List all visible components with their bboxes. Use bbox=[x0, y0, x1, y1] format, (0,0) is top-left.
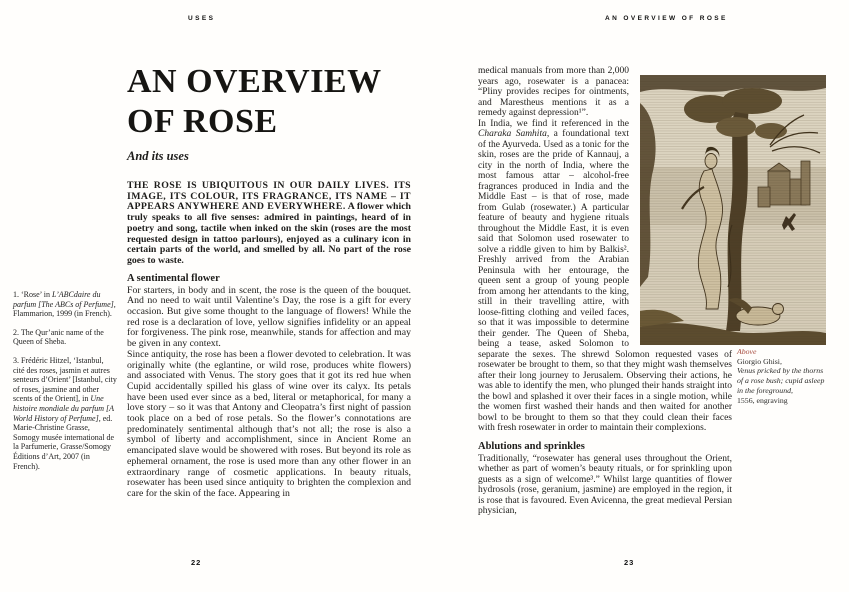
section-heading-ablutions: Ablutions and sprinkles bbox=[478, 440, 585, 452]
page-number-left: 22 bbox=[191, 558, 202, 567]
footnote-3-text-end: , ed. Marie-Christine Grasse, Somogy musée international de la Parfumerie, Grasse/Somogy Éditions d’Art, 2007 (in French). bbox=[13, 413, 115, 471]
chapter-title-line1: AN OVERVIEW bbox=[127, 63, 382, 100]
intro-smallcaps: THE ROSE IS UBIQUITOUS IN OUR DAILY LIVES. ITS IMAGE, ITS COLOUR, ITS FRAGRANCE, ITS NAME – IT APPEARS ANYWHERE AND EVERYWHERE. bbox=[127, 180, 411, 213]
footnote-3-italic: Une histoire mondiale du parfum [A World History of Perfume] bbox=[13, 394, 114, 423]
chapter-title-line2: OF ROSE bbox=[127, 103, 278, 140]
engraving-illustration bbox=[640, 75, 826, 345]
footnote-2: 2. The Qur’anic name of the Queen of Sheba. bbox=[13, 327, 104, 347]
right-paragraph-2-text-end: , a foundational text of the Ayurveda. Used as a tonic for the skin, roses are the pride of Kannauj, a city in the north of India, where the most famous attar – alcohol-free fragrances produced in India and the Middle East – is that of rose, made from Gulab (rosewater.) A particular feature of beauty and hygiene rituals throughout the Middle East, it is even said that Solomon used rosewater to solve a riddle given to him by Balkis². Freshly arrived from the Arabian Peninsula with her entourage, the queen sent a group of young people from among her attendants to the king, still in their travelling attire, with loose-fitting clothing and veiled faces, so that it was impossible to determine their gender. The Queen of Sheba, being a tease, asked Solomon to separate the sexes. The shrewd Solomon requested vases of rosewater be brought to them, so that they might wash themselves after their long journey to Jerusalem. Observing their actions, he was able to identify the men, who plunged their hands straight into the bowl and splashed it over their faces in a single motion, while the women first washed their hands and then waited for another bowl to be brought to them so that they could clean their faces with fresh rosewater in order to maintain their complexions. bbox=[478, 129, 732, 433]
right-paragraph-3: Traditionally, “rosewater has general uses throughout the Orient, whether as part of women’s beauty rituals, or for sprinkling upon guests as a sign of welcome³.” Whilst large quantities of flower hydrosols (rose, geranium, jasmine) are employed in the region, it is rose that is favoured. Even Avicenna, the great medieval Persian physician, bbox=[478, 453, 732, 516]
chapter-title bbox=[127, 62, 411, 142]
intro-paragraph bbox=[127, 181, 411, 267]
left-running-head: USES bbox=[188, 15, 216, 22]
left-paragraph-1: For starters, in body and in scent, the rose is the queen of the bouquet. And no need to wait until Valentine’s Day, the rose is a gift for every occasion. But give some thought to the language of flowers! While the red rose is a declaration of love, yellow signifies infidelity or an appeal for forgiveness. The pink rose, meanwhile, stands for affection and may be given in any context. bbox=[127, 284, 411, 350]
footnote-3 bbox=[13, 356, 117, 471]
footnote-1-italic: L’ABCdaire du parfum [The ABCs of Perfume] bbox=[13, 290, 114, 309]
right-paragraph-2-text: In India, we find it referenced in the bbox=[478, 118, 629, 129]
chapter-subtitle: And its uses bbox=[127, 149, 189, 163]
caption-work-title: Venus pricked by the thorns of a rose bush; cupid asleep in the foreground, bbox=[737, 366, 825, 395]
margin-footnotes bbox=[13, 290, 117, 480]
right-paragraph-1: medical manuals from more than 2,000 years ago, rosewater is a panacea: “Pliny provides recipes for ointments, and Marestheus mentions it as a remedy against depression¹”. bbox=[478, 66, 629, 118]
right-running-head: AN OVERVIEW OF ROSE bbox=[605, 15, 728, 22]
left-page-main-column bbox=[127, 62, 411, 500]
caption-artist: Giorgio Ghisi, bbox=[737, 356, 782, 366]
caption-detail: 1556, engraving bbox=[737, 395, 788, 405]
intro-rest: A flower which truly speaks to all five senses: admired in paintings, heard of in poetry and song, tactile when inked on the skin (roses are the most requested design in tattoo parlours), enjoyed as a culinary icon in certain parts of the world, and smelled by all. No part of the rose goes to waste. bbox=[127, 201, 411, 266]
section-heading-sentimental-flower: A sentimental flower bbox=[127, 272, 220, 284]
caption-position-label: Above bbox=[737, 347, 757, 356]
page-number-right: 23 bbox=[624, 558, 635, 567]
footnote-1 bbox=[13, 290, 117, 319]
right-paragraph-2-italic: Charaka Samhita bbox=[478, 129, 547, 139]
footnote-1-text-end: , Flammarion, 1999 (in French). bbox=[13, 299, 116, 319]
footnote-1-text: 1. ‘Rose’ in bbox=[13, 290, 52, 299]
engraving-hatch-texture bbox=[640, 75, 826, 345]
footnote-3-text: 3. Frédéric Hitzel, ‘Istanbul, cité des roses, jasmin et autres senteurs d’Orient’ [Istanbul, city of roses, jasmine and other scents of the Orient], in bbox=[13, 355, 117, 404]
left-paragraph-2: Since antiquity, the rose has been a flower devoted to celebration. It was originally white (the eglantine, or wild rose, produces white flowers) and associated with Venus. The story goes that it got its red hue when Cupid accidentally spilled his glass of wine over its calyx. Its petals have been used ever since as a bed, literal or metaphorical, for many a love story – so it was that Antony and Cleopatra’s first night of passion took place on a bed of rose petals. So the flower’s connotations are predominately sentimental although that’s not all; the rose is also a symbol of liberty and accomplishment, since in Ancient Rome an emancipated slave would be showered with roses. But beyond its role as ephemeral ornament, the rose is used more than any other flower in an extraordinary range of cosmetic applications. In beauty rituals, rosewater has been used since antiquity to brighten the complexion and care for the skin of the face. Appearing in bbox=[127, 348, 411, 499]
image-caption bbox=[737, 347, 829, 405]
